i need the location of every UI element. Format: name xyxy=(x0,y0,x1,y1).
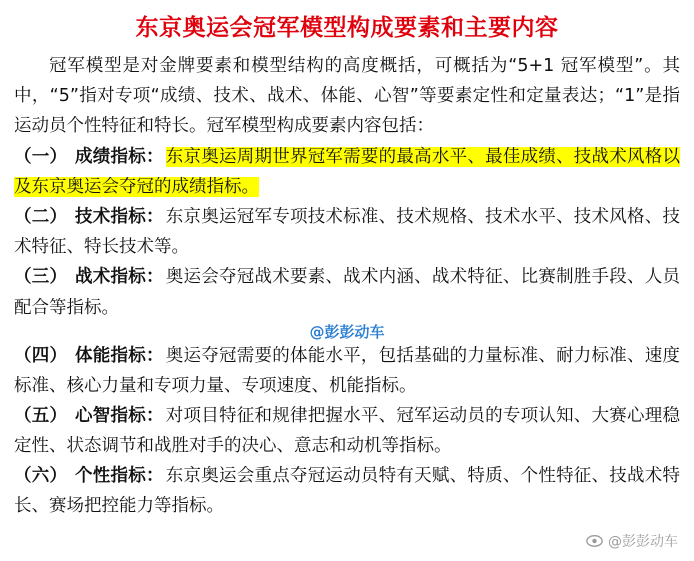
item-text: 东京奥运冠军专项技术标准、技术规格、技术水平、技术风格、技术特征、特长技术等。 xyxy=(14,207,681,258)
item-number: （一） xyxy=(14,147,68,168)
footer-watermark-text: @彭彭动车 xyxy=(608,534,678,550)
list-item xyxy=(14,461,680,521)
list-item xyxy=(14,401,680,461)
item-text: 东京奥运会重点夺冠运动员特有天赋、特质、个性特征、技战术特长、赛场把控能力等指标。 xyxy=(14,465,681,517)
page-title: 东京奥运会冠军模型构成要素和主要内容 xyxy=(135,15,559,41)
inline-watermark: @彭彭动车 xyxy=(309,322,385,341)
item-text: 东京奥运周期世界冠军需要的最高水平、最佳成绩、技战术风格以及东京奥运会夺冠的成绩指标。 xyxy=(14,147,681,198)
item-number: （四） xyxy=(14,345,68,366)
inline-watermark-row xyxy=(14,321,680,341)
footer-watermark xyxy=(586,531,678,551)
item-label: 战术指标： xyxy=(75,267,164,288)
list-item xyxy=(14,202,680,262)
list-item xyxy=(14,142,680,202)
weibo-eye-icon xyxy=(586,534,603,548)
item-number: （五） xyxy=(14,405,68,426)
item-label: 体能指标： xyxy=(75,345,164,366)
list-item xyxy=(14,341,680,401)
item-number: （二） xyxy=(14,207,68,228)
item-label: 个性指标： xyxy=(75,465,164,486)
item-text: 奥运夺冠需要的体能水平，包括基础的力量标准、耐力标准、速度标准、核心力量和专项力量、专项速度、机能指标。 xyxy=(14,345,681,396)
item-text: 对项目特征和规律把握水平、冠军运动员的专项认知、大赛心理稳定性、状态调节和战胜对手的决心、意志和动机等指标。 xyxy=(14,405,681,456)
item-label: 心智指标： xyxy=(75,405,164,426)
intro-paragraph: 冠军模型是对金牌要素和模型结构的高度概括，可概括为“5+1 冠军模型”。其中，“5”指对专项“成绩、技术、战术、体能、心智”等要素定性和定量表达；“1”是指运动员个性特征和特长。冠军模型构成要素内容包括： xyxy=(14,55,680,136)
item-label: 技术指标： xyxy=(75,207,164,228)
list-item xyxy=(14,262,680,322)
item-label: 成绩指标： xyxy=(75,147,164,168)
item-text: 奥运会夺冠战术要素、战术内涵、战术特征、比赛制胜手段、人员配合等指标。 xyxy=(14,267,681,318)
item-number: （六） xyxy=(14,465,68,486)
item-number: （三） xyxy=(14,267,68,288)
